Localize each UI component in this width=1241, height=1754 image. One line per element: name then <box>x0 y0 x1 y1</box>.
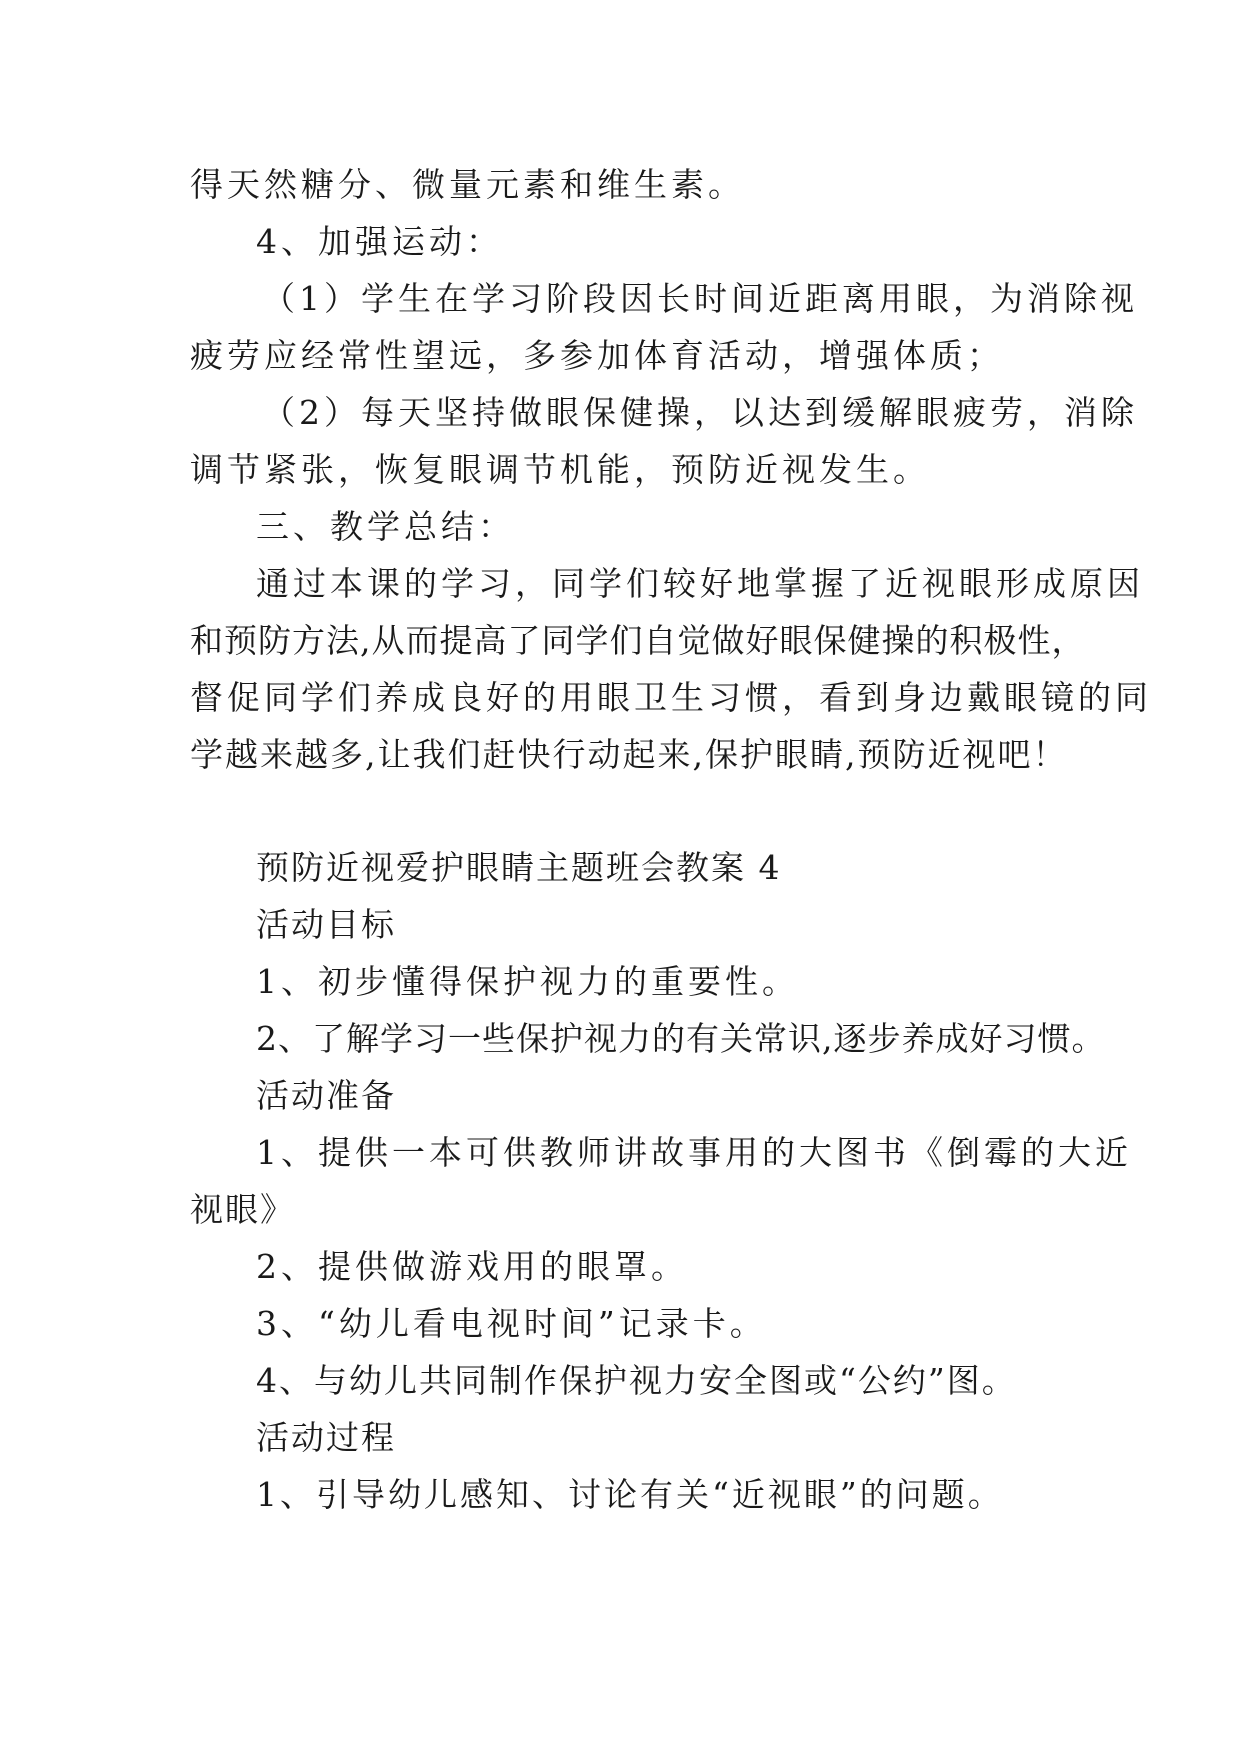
list-item: 1、初步懂得保护视力的重要性。 <box>256 962 799 1001</box>
section-heading: 活动目标 <box>256 905 396 944</box>
section-heading: 4、加强运动： <box>256 222 503 261</box>
list-item: 1、提供一本可供教师讲故事用的大图书《倒霉的大近 <box>256 1133 1132 1172</box>
paragraph-line: （2）每天坚持做眼保健操，以达到缓解眼疲劳，消除 <box>262 393 1138 432</box>
paragraph-line: 督促同学们养成良好的用眼卫生习惯，看到身边戴眼镜的同 <box>190 678 1152 717</box>
paragraph-line: 通过本课的学习，同学们较好地掌握了近视眼形成原因 <box>256 564 1144 603</box>
document-title: 预防近视爱护眼睛主题班会教案 4 <box>256 848 782 887</box>
section-heading: 三、教学总结： <box>256 507 515 546</box>
list-item: 1、引导幼儿感知、讨论有关“近视眼”的问题。 <box>256 1475 1004 1514</box>
section-heading: 活动准备 <box>256 1076 396 1115</box>
paragraph-line: 和预防方法,从而提高了同学们自觉做好眼保健操的积极性， <box>190 621 1086 660</box>
list-item: 2、了解学习一些保护视力的有关常识,逐步养成好习惯。 <box>256 1019 1106 1058</box>
paragraph-line: 学越来越多,让我们赶快行动起来,保护眼睛,预防近视吧！ <box>190 735 1068 774</box>
list-item: 4、与幼儿共同制作保护视力安全图或“公约”图。 <box>256 1361 1017 1400</box>
paragraph-line: 得天然糖分、微量元素和维生素。 <box>190 165 745 204</box>
list-item-continuation: 视眼》 <box>190 1190 295 1229</box>
list-item: 2、提供做游戏用的眼罩。 <box>256 1247 688 1286</box>
list-item: 3、“幼儿看电视时间”记录卡。 <box>256 1304 767 1343</box>
section-heading: 活动过程 <box>256 1418 396 1457</box>
paragraph-line: 调节紧张，恢复眼调节机能，预防近视发生。 <box>190 450 930 489</box>
paragraph-line: 疲劳应经常性望远，多参加体育活动，增强体质； <box>190 336 1004 375</box>
paragraph-line: （1）学生在学习阶段因长时间近距离用眼，为消除视 <box>262 279 1138 318</box>
